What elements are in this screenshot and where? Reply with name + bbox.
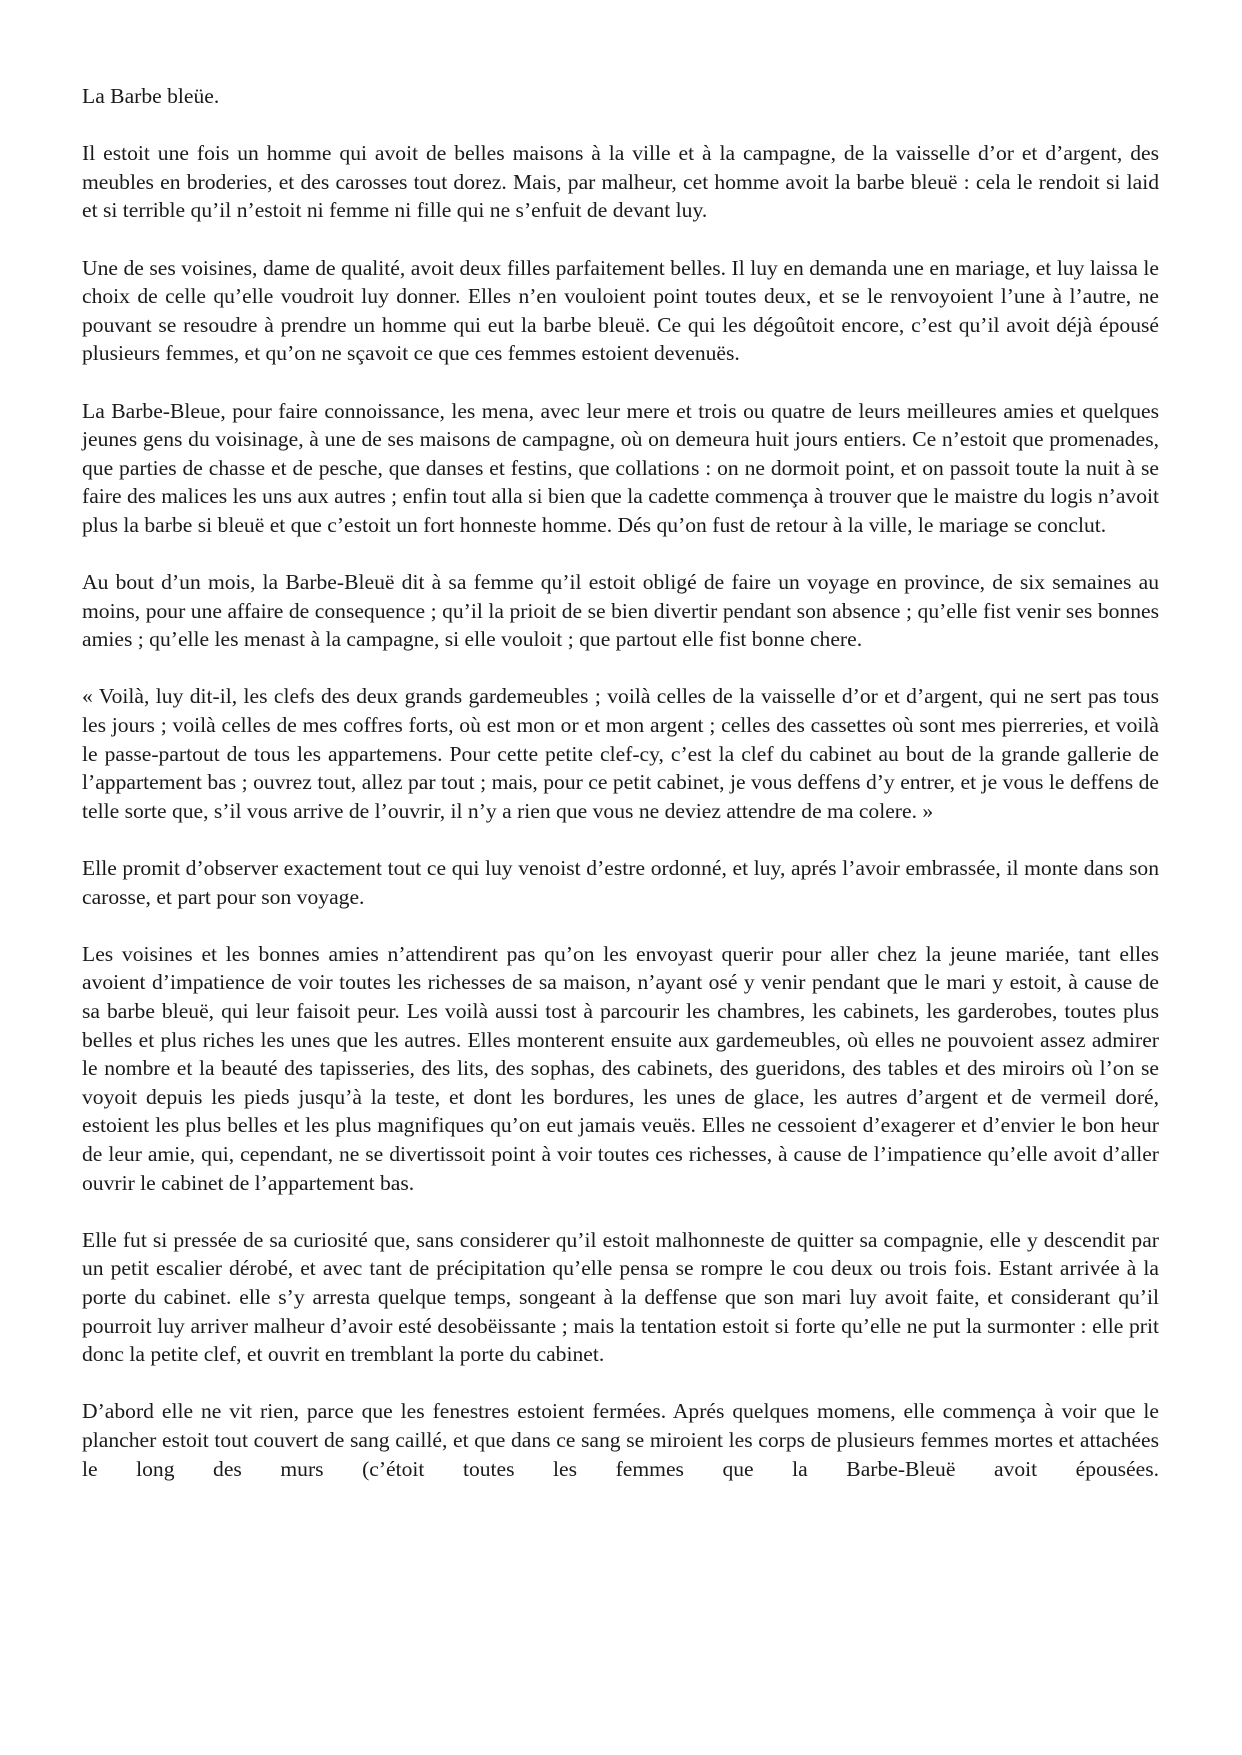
document-title: La Barbe bleüe.	[82, 84, 220, 108]
paragraph-9: D’abord elle ne vit rien, parce que les fenestres estoient fermées. Aprés quelques momens, elle commença à voir que le plancher estoit tout couvert de sang caillé, et que dans ce sang se miroient les corps de plusieurs femmes mortes et attachées le long des murs (c’étoit toutes les femmes que la Barbe-Bleuë avoit épousées.	[82, 1399, 1159, 1481]
document-page	[82, 82, 1159, 1483]
paragraph-5: « Voilà, luy dit-il, les clefs des deux grands gardemeubles ; voilà celles de la vaisselle d’or et d’argent, qui ne sert pas tous les jours ; voilà celles de mes coffres forts, où est mon or et mon argent ; celles des cassettes où sont mes pierreries, et voilà le passe-partout de tous les appartemens. Pour cette petite clef-cy, c’est la clef du cabinet au bout de la grande gallerie de l’appartement bas ; ouvrez tout, allez par tout ; mais, pour ce petit cabinet, je vous deffens d’y entrer, et je vous le deffens de telle sorte que, s’il vous arrive de l’ouvrir, il n’y a rien que vous ne deviez attendre de ma colere. »	[82, 684, 1159, 823]
paragraph-1: Il estoit une fois un homme qui avoit de belles maisons à la ville et à la campagne, de la vaisselle d’or et d’argent, des meubles en broderies, et des carosses tout dorez. Mais, par malheur, cet homme avoit la barbe bleuë : cela le rendoit si laid et si terrible qu’il n’estoit ni femme ni fille qui ne s’enfuit de devant luy.	[82, 141, 1159, 223]
paragraph-4: Au bout d’un mois, la Barbe-Bleuë dit à sa femme qu’il estoit obligé de faire un voyage en province, de six semaines au moins, pour une affaire de consequence ; qu’il la prioit de se bien divertir pendant son absence ; qu’elle fist venir ses bonnes amies ; qu’elle les menast à la campagne, si elle vouloit ; que partout elle fist bonne chere.	[82, 570, 1159, 652]
paragraph-7: Les voisines et les bonnes amies n’attendirent pas qu’on les envoyast querir pour aller chez la jeune mariée, tant elles avoient d’impatience de voir toutes les richesses de sa maison, n’ayant osé y venir pendant que le mari y estoit, à cause de sa barbe bleuë, qui leur faisoit peur. Les voilà aussi tost à parcourir les chambres, les cabinets, les garderobes, toutes plus belles et plus riches les unes que les autres. Elles monterent ensuite aux gardemeubles, où elles ne pouvoient assez admirer le nombre et la beauté des tapisseries, des lits, des sophas, des cabinets, des gueridons, des tables et des miroirs où l’on se voyoit depuis les pieds jusqu’à la teste, et dont les bordures, les unes de glace, les autres d’argent et de vermeil doré, estoient les plus belles et les plus magnifiques qu’on eut jamais veuës. Elles ne cessoient d’exagerer et d’envier le bon heur de leur amie, qui, cependant, ne se divertissoit point à voir toutes ces richesses, à cause de l’impatience qu’elle avoit d’aller ouvrir le cabinet de l’appartement bas.	[82, 941, 1159, 1195]
paragraph-8: Elle fut si pressée de sa curiosité que, sans considerer qu’il estoit malhonneste de quitter sa compagnie, elle y descendit par un petit escalier dérobé, et avec tant de précipitation qu’elle pensa se rompre le cou deux ou trois fois. Estant arrivée à la porte du cabinet. elle s’y arresta quelque temps, songeant à la deffense que son mari luy avoit faite, et considerant qu’il pourroit luy arriver malheur d’avoir esté desobëissante ; mais la tentation estoit si forte qu’elle ne put la surmonter : elle prit donc la petite clef, et ouvrit en tremblant la porte du cabinet.	[82, 1227, 1159, 1367]
paragraph-2: Une de ses voisines, dame de qualité, avoit deux filles parfaitement belles. Il luy en demanda une en mariage, et luy laissa le choix de celle qu’elle voudroit luy donner. Elles n’en vouloient point toutes deux, et se le renvoyoient l’une à l’autre, ne pouvant se resoudre à prendre un homme qui eut la barbe bleuë. Ce qui les dégoûtoit encore, c’est qu’il avoit déjà épousé plusieurs femmes, et qu’on ne sçavoit ce que ces femmes estoient devenuës.	[82, 255, 1159, 366]
paragraph-3: La Barbe-Bleue, pour faire connoissance, les mena, avec leur mere et trois ou quatre de leurs meilleures amies et quelques jeunes gens du voisinage, à une de ses maisons de campagne, où on demeura huit jours entiers. Ce n’estoit que promenades, que parties de chasse et de pesche, que danses et festins, que collations : on ne dormoit point, et on passoit toute la nuit à se faire des malices les uns aux autres ; enfin tout alla si bien que la cadette commença à trouver que le maistre du logis n’avoit plus la barbe si bleuë et que c’estoit un fort honneste homme. Dés qu’on fust de retour à la ville, le mariage se conclut.	[82, 398, 1159, 537]
paragraph-6: Elle promit d’observer exactement tout ce qui luy venoist d’estre ordonné, et luy, aprés l’avoir embrassée, il monte dans son carosse, et part pour son voyage.	[82, 856, 1159, 909]
